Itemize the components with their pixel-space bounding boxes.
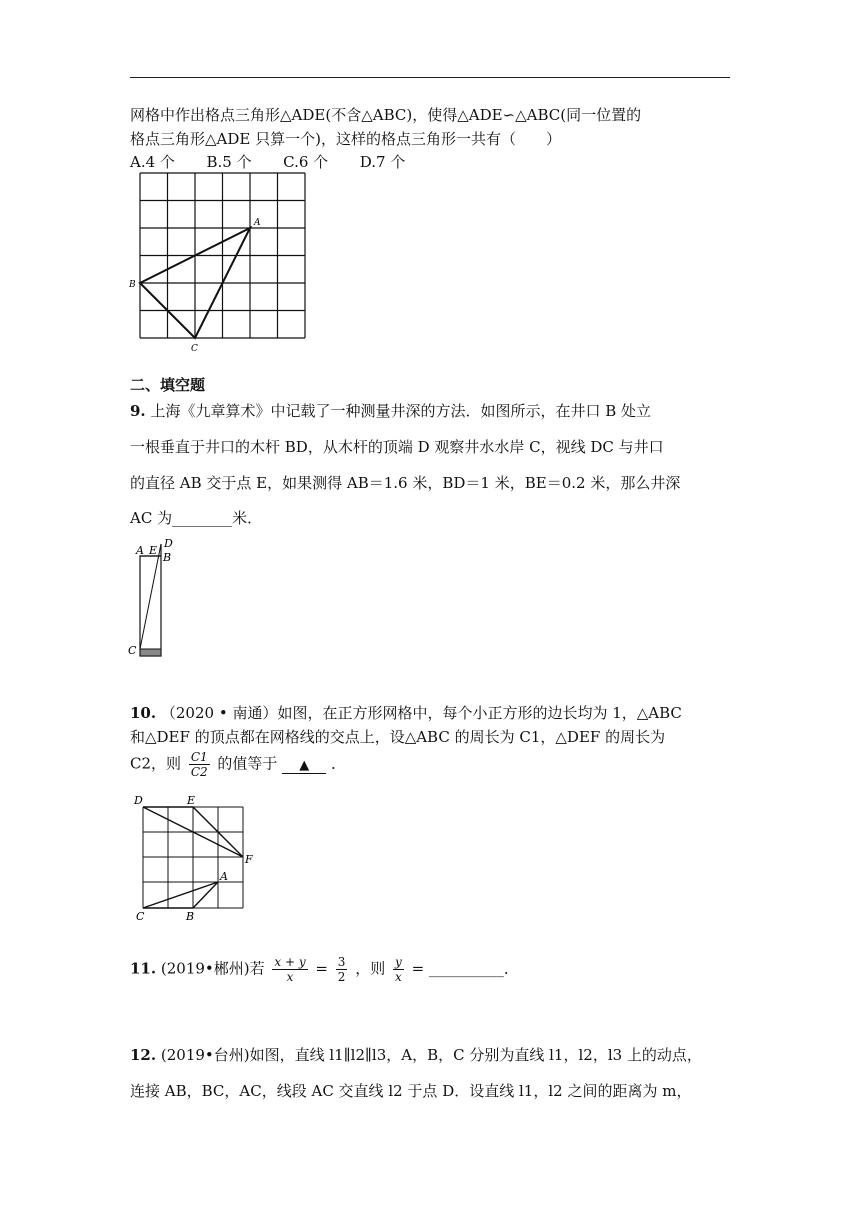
q8-label-c: C xyxy=(191,344,198,354)
q10-label-e: E xyxy=(187,794,196,807)
q8-option-b: B.5 个 xyxy=(206,153,252,171)
q10-line3: C2，则 $\frac{C1}{C2}$ 的值等于 ▲ ． xyxy=(130,750,347,779)
q9-label-c: C xyxy=(128,644,137,657)
q10-label-c: C xyxy=(136,910,145,923)
q9-line3: 的直径 AB 交于点 E，如果测得 AB＝1.6 米，BD＝1 米，BE＝0.2 米，那么井深 xyxy=(130,474,681,492)
q9-line4: AC 为________米． xyxy=(130,509,263,527)
q8-line1: 网格中作出格点三角形△ADE(不含△ABC)，使得△ADE∽△ABC(同一位置的 xyxy=(130,106,642,124)
q10-label-f: F xyxy=(245,853,253,866)
q9-well-figure xyxy=(125,536,185,666)
section-heading: 二、填空题 xyxy=(130,376,206,394)
q9-label-b: B xyxy=(163,551,172,564)
q11-fraction-3: $\frac{y}{x}$ xyxy=(395,955,402,984)
q8-label-a: A xyxy=(254,218,261,228)
q10-blank: ▲ xyxy=(282,758,326,774)
q10-line1: 10. （2020 • 南通）如图，在正方形网格中，每个小正方形的边长均为 1，△ABC xyxy=(130,704,682,722)
q8-grid-figure xyxy=(125,170,315,355)
q12-number: 12. xyxy=(130,1046,157,1064)
q10-label-a: A xyxy=(220,870,228,883)
header-rule xyxy=(130,77,730,78)
q10-label-d: D xyxy=(134,794,143,807)
q12-line1: 12. (2019•台州)如图，直线 l1∥l2∥l3，A，B，C 分别为直线 l1，l2，l3 上的动点， xyxy=(130,1046,702,1064)
q8-option-a: A.4 个 xyxy=(130,153,175,171)
q11-number: 11. xyxy=(130,959,157,978)
q9-label-a: A xyxy=(136,544,144,557)
q10-label-b: B xyxy=(186,910,195,923)
q8-option-c: C.6 个 xyxy=(283,153,329,171)
q11-fraction-2: $\frac{3}{2}$ xyxy=(337,955,346,984)
q10-number: 10. xyxy=(130,704,157,722)
q10-line2: 和△DEF 的顶点都在网格线的交点上，设△ABC 的周长为 C1，△DEF 的周长为 xyxy=(130,728,666,746)
q12-line2: 连接 AB，BC，AC，线段 AC 交直线 l2 于点 D．设直线 l1，l2 之间的距离为 m， xyxy=(130,1082,692,1100)
q11-line: 11. (2019•郴州)若 $\frac{x + y}{x}$ = $\frac{3}{2}$ ，则 $\frac{y}{x}$ = __________． xyxy=(130,955,519,984)
q9-label-e: E xyxy=(149,544,158,557)
q8-options xyxy=(130,151,405,172)
q8-label-b: B xyxy=(129,280,136,290)
q11-fraction-1: $\frac{x + y}{x}$ xyxy=(274,955,306,984)
q9-number: 9. xyxy=(130,402,146,420)
q9-line2: 一根垂直于井口的木杆 BD，从木杆的顶端 D 观察井水水岸 C，视线 DC 与井口 xyxy=(130,438,664,456)
q9-label-d: D xyxy=(164,537,173,550)
q9-line1: 9. 上海《九章算术》中记载了一种测量井深的方法．如图所示，在井口 B 处立 xyxy=(130,402,652,420)
q10-grid-figure xyxy=(130,792,265,927)
q8-line2: 格点三角形△ADE 只算一个)，这样的格点三角形一共有（ ） xyxy=(130,130,561,148)
q8-option-d: D.7 个 xyxy=(359,153,406,171)
q10-fraction: $\frac{C1}{C2}$ xyxy=(190,750,208,779)
